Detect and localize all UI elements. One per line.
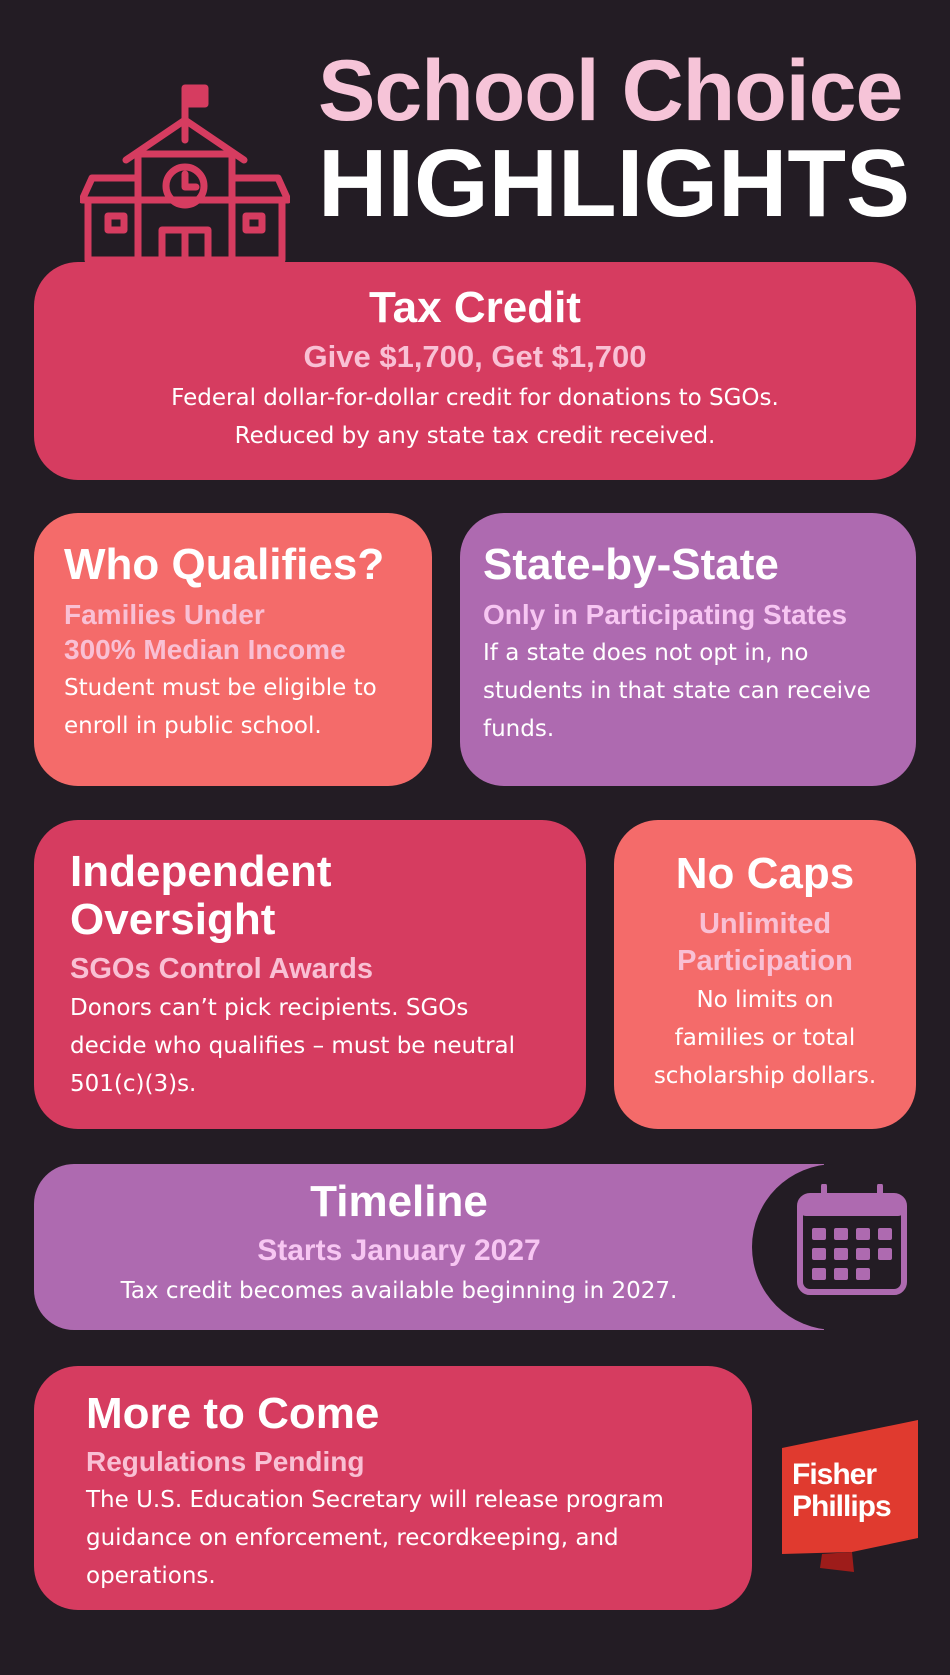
tax-credit-title: Tax Credit (369, 283, 581, 332)
state-by-state-body-line1: If a state does not opt in, no (483, 640, 809, 667)
logo-line1: Fisher (792, 1458, 877, 1491)
fisher-phillips-logo (782, 1420, 922, 1575)
timeline-body: Tax credit becomes available beginning in 2027. (120, 1277, 678, 1304)
tax-credit-line1: Federal dollar-for-dollar credit for donations to SGOs. (171, 385, 779, 412)
independent-oversight-body-line2: decide who qualifies – must be neutral (70, 1033, 516, 1060)
independent-oversight-body-line3: 501(c)(3)s. (70, 1071, 197, 1098)
who-qualifies-title: Who Qualifies? (64, 540, 385, 589)
more-to-come-subtitle: Regulations Pending (86, 1446, 365, 1478)
no-caps-subtitle-line2: Participation (677, 944, 853, 977)
no-caps-title: No Caps (675, 849, 855, 898)
no-caps-body-line2: families or total (674, 1024, 856, 1051)
no-caps-subtitle-line1: Unlimited (698, 908, 832, 941)
timeline-title: Timeline (310, 1177, 488, 1226)
more-to-come-body-line1: The U.S. Education Secretary will release program (86, 1487, 664, 1514)
tax-credit-subtitle: Give $1,700, Get $1,700 (303, 339, 647, 375)
independent-oversight-subtitle: SGOs Control Awards (70, 952, 373, 985)
tax-credit-line2: Reduced by any state tax credit received. (234, 423, 716, 450)
state-by-state-body-line2: students in that state can receive (483, 678, 871, 705)
no-caps-card (614, 820, 916, 1129)
no-caps-body-line1: No limits on (696, 986, 834, 1013)
state-by-state-card (460, 513, 916, 786)
timeline-card (34, 1164, 824, 1330)
more-to-come-body-line2: guidance on enforcement, recordkeeping, and (86, 1525, 619, 1552)
calendar-icon (796, 1184, 908, 1296)
independent-oversight-title-line1: Independent (70, 847, 332, 896)
independent-oversight-body-line1: Donors can’t pick recipients. SGOs (70, 995, 469, 1022)
timeline-subtitle: Starts January 2027 (257, 1234, 541, 1268)
who-qualifies-subtitle-line2: 300% Median Income (64, 634, 346, 666)
tax-credit-card (34, 262, 916, 480)
who-qualifies-card (34, 513, 432, 786)
independent-oversight-card (34, 820, 586, 1129)
state-by-state-body-line3: funds. (483, 716, 555, 743)
who-qualifies-body-line2: enroll in public school. (64, 713, 322, 740)
independent-oversight-title-line2: Oversight (70, 895, 276, 945)
who-qualifies-subtitle-line1: Families Under (64, 599, 265, 631)
more-to-come-card (34, 1366, 752, 1610)
no-caps-body-line3: scholarship dollars. (653, 1062, 877, 1089)
who-qualifies-body-line1: Student must be eligible to (64, 675, 377, 702)
more-to-come-body-line3: operations. (86, 1563, 216, 1590)
state-by-state-title: State-by-State (483, 540, 779, 589)
page-title-line2: HIGHLIGHTS (318, 130, 910, 237)
logo-line2: Phillips (792, 1490, 891, 1523)
more-to-come-title: More to Come (86, 1389, 380, 1438)
state-by-state-subtitle: Only in Participating States (483, 599, 848, 631)
page-title-line1: School Choice (318, 43, 903, 139)
school-building-icon (80, 84, 290, 264)
